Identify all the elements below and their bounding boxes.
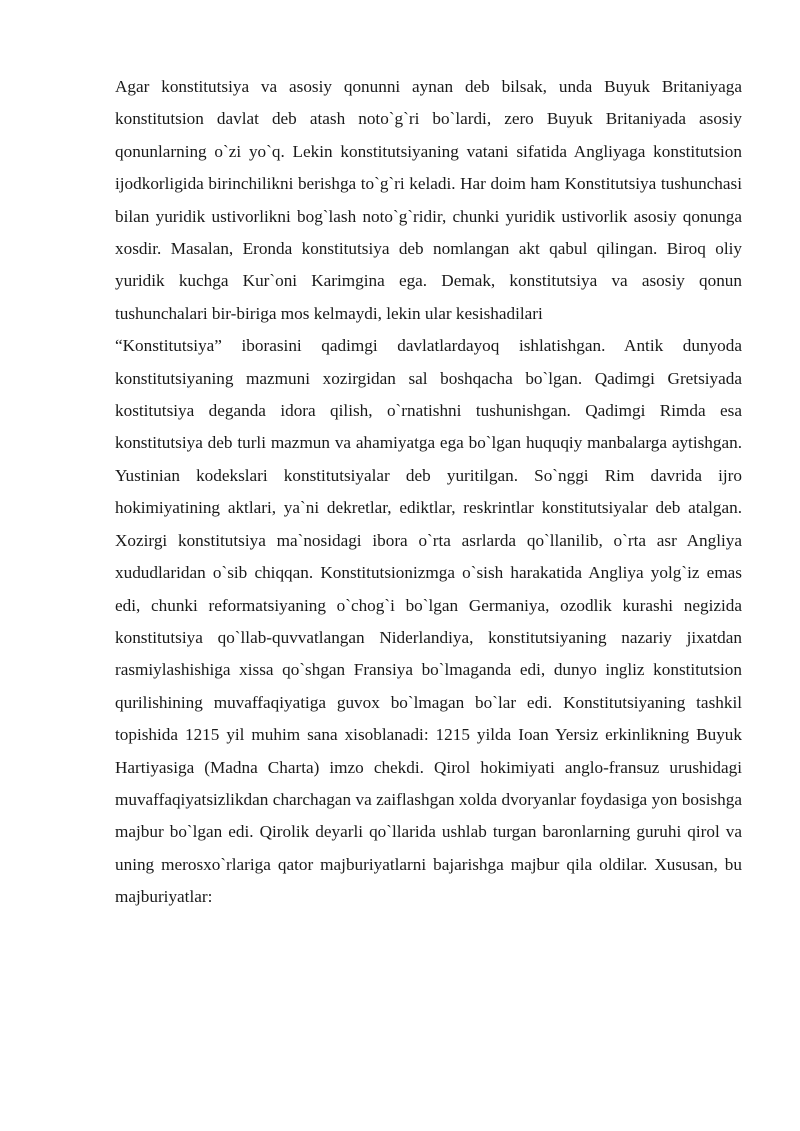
paragraph-1: Agar konstitutsiya va asosiy qonunni aynan deb bilsak, unda Buyuk Britaniyaga konstitutsion davlat deb atash noto`g`ri bo`lardi, zero Buyuk Britaniyada asosiy qonunlarning o`zi yo`q. Lekin konstitutsiyaning vatani sifatida Angliyaga konstitutsion ijodkorligida birinchilikni berishga to`g`ri keladi. Har doim ham Konstitutsiya tushunchasi bilan yuridik ustivorlikni bog`lash noto`g`ridir, chunki yuridik ustivorlik asosiy qonunga xosdir. Masalan, Eronda konstitutsiya deb nomlangan akt qabul qilingan. Biroq oliy yuridik kuchga Kur`oni Karimgina ega. Demak, konstitutsiya va asosiy qonun tushunchalari bir-biriga mos kelmaydi, lekin ular kesishadilari [115,77,742,323]
document-page [115,71,742,914]
paragraph-2: “Konstitutsiya” iborasini qadimgi davlatlardayoq ishlatishgan. Antik dunyoda konstitutsiyaning mazmuni xozirgidan sal boshqacha bo`lgan. Qadimgi Gretsiyada kostitutsiya deganda idora qilish, o`rnatishni tushunishgan. Qadimgi Rimda esa konstitutsiya deb turli mazmun va ahamiyatga ega bo`lgan huquqiy manbalarga aytishgan. Yustinian kodekslari konstitutsiyalar deb yuritilgan. So`nggi Rim davrida ijro hokimiyatining aktlari, ya`ni dekretlar, ediktlar, reskrintlar konstitutsiyalar deb atalgan. Xozirgi konstitutsiya ma`nosidagi ibora o`rta asrlarda qo`llanilib, o`rta asr Angliya xududlaridan o`sib chiqqan. Konstitutsionizmga o`sish harakatida Angliya yolg`iz emas edi, chunki reformatsiyaning o`chog`i bo`lgan Germaniya, ozodlik kurashi negizida konstitutsiya qo`llab-quvvatlangan Niderlandiya, konstitutsiyaning nazariy jixatdan rasmiylashishiga xissa qo`shgan Fransiya bo`lmaganda edi, dunyo ingliz konstitutsion qurilishining muvaffaqiyatiga guvox bo`lmagan bo`lar edi. Konstitutsiyaning tashkil topishida 1215 yil muhim sana xisoblanadi: 1215 yilda Ioan Yersiz erkinlikning Buyuk Hartiyasiga (Madna Charta) imzo chekdi. Qirol hokimiyati anglo-fransuz urushidagi muvaffaqiyatsizlikdan charchagan va zaiflashgan xolda dvoryanlar foydasiga yon bosishga majbur bo`lgan edi. Qirolik deyarli qo`llarida ushlab turgan baronlarning guruhi qirol va uning merosxo`rlariga qator majburiyatlarni bajarishga majbur qila oldilar. Xususan, bu majburiyatlar: [115,336,742,907]
